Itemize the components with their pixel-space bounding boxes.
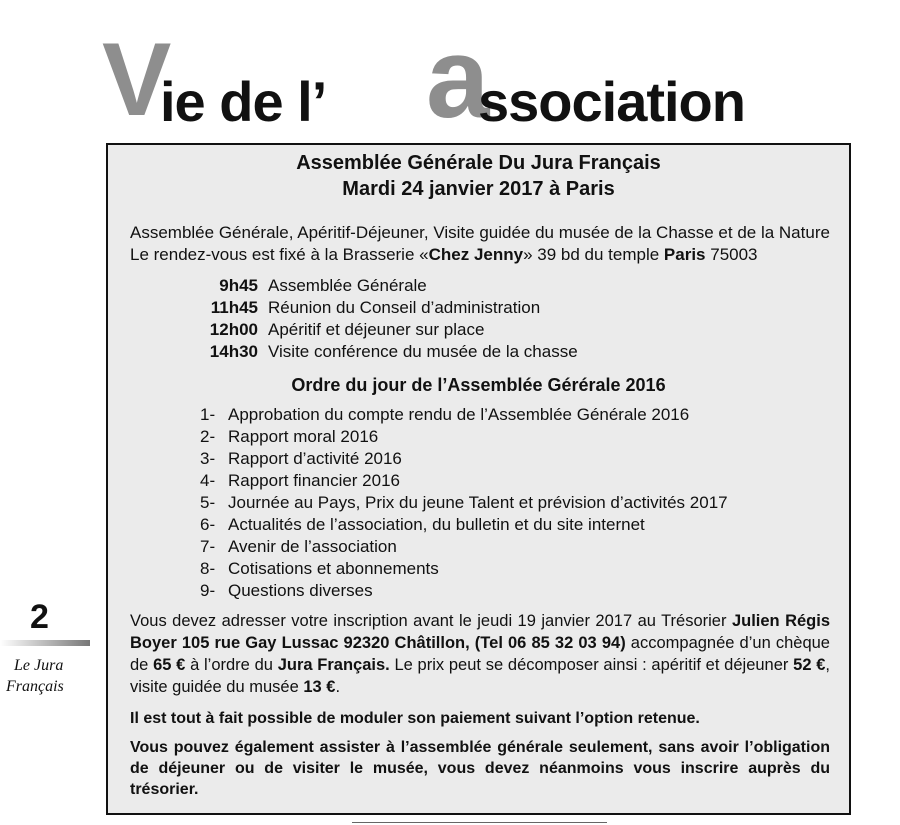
announcement-box (106, 143, 851, 815)
agenda-item: 1- Approbation du compte rendu de l’Assemblée Générale 2016 (200, 405, 690, 424)
agenda-item: 4- Rapport financier 2016 (200, 471, 401, 490)
agenda-title: Ordre du jour de l’Assemblée Gérérale 2016 (291, 375, 666, 395)
visit-price: 13 € (303, 678, 336, 696)
publication-name-line2: Français (6, 678, 64, 695)
venue-line: Le rendez-vous est fixé à la Brasserie «Chez Jenny» 39 bd du temple Paris 75003 (130, 245, 758, 264)
total-price: 65 € (153, 656, 186, 674)
agenda-item: 2- Rapport moral 2016 (200, 427, 379, 446)
agenda-item: 7- Avenir de l’association (200, 537, 397, 556)
payment-note: Il est tout à fait possible de moduler son paiement suivant l’option retenue. (130, 710, 700, 727)
venue-city: Paris (663, 245, 706, 264)
schedule-item: 12h00 Apéritif et déjeuner sur place (209, 320, 485, 339)
event-date: Mardi 24 janvier 2017 à Paris (342, 178, 615, 200)
schedule-item: 9h45 Assemblée Générale (219, 276, 427, 295)
section-header (102, 15, 802, 142)
venue-name: Chez Jenny (428, 245, 524, 264)
intro-line: Assemblée Générale, Apéritif-Déjeuner, Visite guidée du musée de la Chasse et de la Nature (130, 223, 830, 242)
lunch-price: 52 € (793, 656, 826, 674)
header-initial-a: a (426, 15, 490, 142)
page-number: 2 (30, 598, 49, 636)
agenda-item: 5- Journée au Pays, Prix du jeune Talent et prévision d’activités 2017 (200, 493, 728, 512)
treasurer-contact: Julien Régis Boyer 105 rue Gay Lussac 92320 Châtillon, (Tel 06 85 32 03 94) (130, 612, 830, 652)
header-text-part2: ssociation (478, 70, 745, 133)
footer-divider (352, 822, 607, 823)
payee-name: Jura Français. (277, 656, 390, 674)
registration-paragraph: Vous devez adresser votre inscription avant le jeudi 19 janvier 2017 au Trésorier Julien Régis Boyer 105 rue Gay Lussac 92320 Châtillon, (Tel 06 85 32 03 94) accompagnée d’un chèque de 65 € à l’ordre du Jura Français. Le prix peut se décomposer ainsi : apéritif et déjeuner 52 €, visite guidée du musée 13 €. (130, 612, 830, 696)
page-number-bar (0, 640, 90, 646)
publication-name-line1: Le Jura (14, 657, 64, 674)
attendance-note: Vous pouvez également assister à l’assemblée générale seulement, sans avoir l’obligation de déjeuner ou de visiter le musée, vous devez néanmoins vous inscrire auprès du trésorier. (130, 739, 830, 798)
header-text-part1: ie de l’ (160, 70, 327, 133)
header-initial-v: V (102, 22, 168, 138)
schedule-item: 11h45 Réunion du Conseil d’administration (210, 298, 541, 317)
agenda-item: 8- Cotisations et abonnements (200, 559, 439, 578)
agenda-item: 3- Rapport d’activité 2016 (200, 449, 402, 468)
agenda-item: 6- Actualités de l’association, du bulletin et du site internet (200, 515, 645, 534)
event-title: Assemblée Générale Du Jura Français (296, 152, 661, 174)
schedule-item: 14h30 Visite conférence du musée de la chasse (209, 342, 578, 361)
agenda-item: 9- Questions diverses (200, 581, 373, 600)
